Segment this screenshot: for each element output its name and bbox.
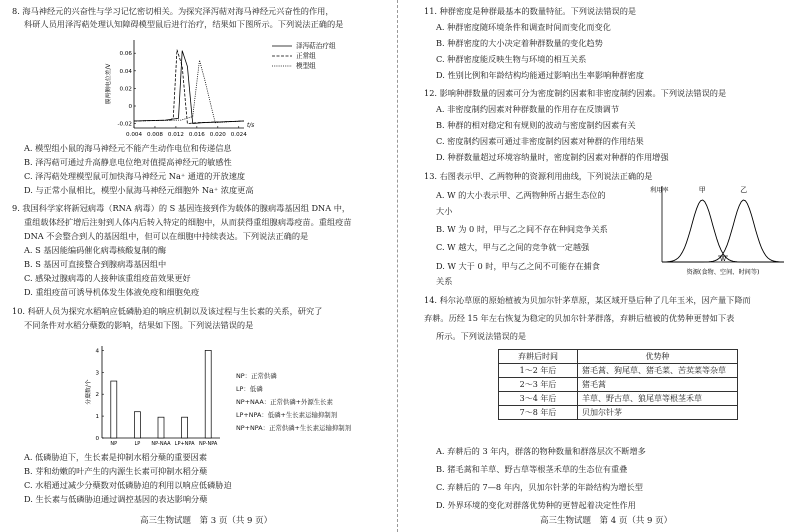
curve-1 [662, 200, 784, 262]
q13-option-d: D. W 大于 0 时，甲与乙之间不可能存在捕食 [436, 261, 600, 271]
legend-lp: LP：低磷 [236, 385, 263, 393]
y-tick-label: 1 [95, 414, 99, 421]
q8-action-potential-chart [102, 32, 382, 146]
q10-stem-line1: 10. 科研人员为探究水稻响应低磷胁迫的响应机制以及该过程与生长素的关系，研究了 [12, 306, 323, 316]
q10-option-a: A. 低磷胁迫下，生长素是抑制水稻分蘖的重要因素 [24, 452, 208, 462]
q13-option-b: B. W 为 0 时，甲与乙之间不存在种间竞争关系 [436, 224, 608, 234]
q8-option-b: B. 泽泻萜可通过升高静息电位绝对值提高神经元的敏感性 [24, 157, 232, 167]
legend-label-3: 模型组 [296, 62, 316, 70]
q9-option-b: B. S 基因可直接整合到腺病毒基因组中 [24, 259, 167, 269]
bar [134, 412, 140, 438]
y-tick-label: 0.06 [119, 51, 132, 58]
q9-stem-line1: 9. 我国科学家将新冠病毒（RNA 病毒）的 S 基因连接到作为载体的腺病毒基因组 DNA 中， [12, 203, 351, 213]
q9-option-a: A. S 基因能编码催化病毒核酸复制的酶 [24, 245, 167, 255]
q12-option-d: D. 种群数量超过环境容纳量时，密度制约因素对种群的作用增强 [436, 152, 669, 162]
table-row [499, 392, 738, 406]
q12-option-b: B. 种群的相对稳定和有规则的波动与密度制约因素有关 [436, 120, 636, 130]
x-tick-label: 0.020 [209, 132, 226, 138]
legend-lp-npa: LP+NPA：低磷+生长素运输抑制剂 [236, 411, 338, 419]
table-row [499, 364, 738, 378]
column-divider [397, 0, 399, 532]
bar [158, 417, 164, 438]
q13-option-a-cont: 大小 [436, 206, 453, 216]
curve-2 [662, 200, 784, 262]
x-tick-label: NP [110, 441, 118, 447]
table-cell: 2～3 年后 [499, 378, 578, 392]
page-footer-right: 高三生物试题 第 4 页（共 9 页） [540, 516, 673, 526]
curve-label-1: 甲 [698, 186, 706, 194]
q13-option-a: A. W 的大小表示甲、乙两物种所占据生态位的 [436, 190, 606, 200]
table-cell: 猪毛蒿、狗尾草、猪毛菜、苦荬菜等杂草 [578, 364, 738, 378]
q10-option-d: D. 生长素与低磷胁迫通过调控基因的表达影响分蘖 [24, 494, 208, 504]
x-tick-label: LP+NPA [174, 441, 195, 447]
y-tick-label: 0 [128, 104, 132, 110]
table-cell: 贝加尔针茅 [578, 406, 738, 420]
q10-option-b: B. 芽和幼嫩的叶产生的内源生长素可抑制水稻分蘖 [24, 466, 208, 476]
q11-stem: 11. 种群密度是种群最基本的数量特征。下列说法错误的是 [424, 6, 637, 16]
table-cell: 7～8 年后 [499, 406, 578, 420]
q8-stem-line2: 科研人员用泽泻萜处理认知障碍模型鼠后进行治疗，结果如下图所示。下列说法正确的是 [24, 19, 344, 29]
y-axis-label: 分蘖数/个 [86, 379, 92, 405]
q12-stem: 12. 影响种群数量的因素可分为密度制约因素和非密度制约因素。下列说法错误的是 [424, 88, 727, 98]
table-cell: 羊草、野古草、狼尾草等根茎禾草 [578, 392, 738, 406]
q8-option-a: A. 模型组小鼠的海马神经元不能产生动作电位和传递信息 [24, 143, 232, 153]
table-header-dominant: 优势种 [578, 350, 738, 364]
page-footer-left: 高三生物试题 第 3 页（共 9 页） [140, 516, 273, 526]
q13-resource-curve-chart [648, 180, 788, 284]
bar [182, 417, 188, 438]
x-axis-label: 资源(食物、空间、时间等) [686, 269, 760, 276]
y-axis-label: 利用率 [650, 187, 669, 194]
table-row [499, 406, 738, 420]
y-tick-label: 0 [95, 436, 99, 442]
curve-label-2: 乙 [740, 186, 748, 194]
q13-option-d-cont: 关系 [436, 276, 453, 286]
q10-stem-line2: 不同条件对水稻分蘖数的影响，结果如下图。下列说法错误的是 [24, 320, 254, 330]
legend-np: NP：正常供磷 [236, 372, 277, 380]
q11-option-d: D. 性别比例和年龄结构均能通过影响出生率影响种群密度 [436, 70, 644, 80]
x-tick-label: 0.004 [125, 132, 143, 138]
table-row [499, 378, 738, 392]
legend-label-2: 正常组 [296, 52, 316, 60]
q14-option-d: D. 外界环境的变化对群落优势种的更替起着决定性作用 [436, 500, 636, 510]
series-line-1 [134, 51, 244, 124]
q14-succession-table [498, 349, 738, 420]
table-cell: 猪毛蒿 [578, 378, 738, 392]
x-tick-label: 0.008 [146, 132, 163, 138]
q13-stem: 13. 右图表示甲、乙两物种的资源利用曲线，下列说法正确的是 [424, 171, 653, 181]
q14-option-b: B. 猪毛蒿和羊草、野古草等根茎禾草的生态位有重叠 [436, 464, 628, 474]
y-tick-label: 0.02 [119, 86, 132, 93]
bar [205, 350, 211, 438]
legend-label-1: 泽泻萜治疗组 [296, 42, 336, 50]
q9-option-c: C. 感染过腺病毒的人接种该重组疫苗效果更好 [24, 273, 191, 283]
legend-np-naa: NP+NAA：正常供磷+外源生长素 [236, 398, 333, 406]
y-tick-label: 3 [95, 370, 99, 377]
q12-option-a: A. 非密度制约因素对种群数量的作用存在反馈调节 [436, 104, 620, 114]
q14-stem-line1: 14. 科尔沁草原的原始植被为贝加尔针茅草原，某区域开垦后种了几年玉米，因产量下降而 [424, 295, 751, 305]
legend-np-npa: NP+NPA：正常供磷+生长素运输抑制剂 [236, 424, 352, 432]
series-line-3 [134, 60, 244, 122]
overlap-label: W [719, 256, 727, 263]
q8-stem-line1: 8. 海马神经元的兴奋性与学习记忆密切相关。为探究泽泻萜对海马神经元兴奋性的作用， [12, 6, 334, 16]
x-tick-label: 0.012 [167, 132, 184, 138]
q10-tiller-bar-chart [84, 338, 224, 454]
x-axis-label: t/s [247, 123, 255, 129]
x-tick-label: NP-NPA [199, 441, 218, 447]
q10-option-c: C. 水稻通过减少分蘖数对低磷胁迫的利用以响应低磷胁迫 [24, 480, 232, 490]
q13-option-c: C. W 越大，甲与乙之间的竞争就一定越强 [436, 242, 590, 252]
table-cell: 3～4 年后 [499, 392, 578, 406]
q10-legend [236, 370, 351, 435]
q14-option-a: A. 弃耕后的 3 年内，群落的物种数量和群落层次不断增多 [436, 446, 646, 456]
x-tick-label: 0.024 [230, 132, 247, 138]
x-tick-label: LP [134, 441, 141, 447]
x-tick-label: 0.016 [188, 132, 205, 138]
q12-option-c: C. 密度制约因素可通过非密度制约因素对种群的作用结果 [436, 136, 644, 146]
y-axis-label: 膜两侧电位差/V [106, 63, 112, 105]
y-tick-label: 4 [95, 348, 99, 355]
table-cell: 1～2 年后 [499, 364, 578, 378]
q14-stem-line2: 弃耕。历经 15 年左右恢复为稳定的贝加尔针茅群落，弃耕后植被的优势种更替如下表 [424, 313, 735, 323]
q9-option-d: D. 重组疫苗可诱导机体发生体液免疫和细胞免疫 [24, 287, 200, 297]
q11-option-a: A. 种群密度随环境条件和调查时间而变化而变化 [436, 22, 611, 32]
q11-option-c: C. 种群密度能反映生物与环境的相互关系 [436, 54, 587, 64]
q11-option-b: B. 种群密度的大小决定着种群数量的变化趋势 [436, 38, 603, 48]
q14-option-c: C. 弃耕后的 7—8 年内，贝加尔针茅的年龄结构为增长型 [436, 482, 643, 492]
q8-option-c: C. 泽泻萜处理模型鼠可加快海马神经元 Na⁺ 通道的开放速度 [24, 171, 246, 181]
q9-stem-line2: 重组载体经扩增后注射到人体内后转入特定的细胞中，从而获得重组腺病毒疫苗。重组疫苗 [24, 217, 352, 227]
x-tick-label: NP-NAA [151, 441, 171, 447]
y-tick-label: -0.02 [117, 121, 132, 128]
table-header-row [499, 350, 738, 364]
y-tick-label: 0.04 [119, 68, 132, 75]
q9-stem-line3: DNA 不会整合到人的基因组中，但可以在细胞中持续表达。下列说法正确的是 [24, 231, 309, 241]
q14-stem-line3: 所示。下列说法错误的是 [436, 331, 527, 341]
bar [111, 381, 117, 438]
y-tick-label: 2 [95, 392, 99, 399]
table-header-time: 弃耕后时间 [499, 350, 578, 364]
q8-option-d: D. 与正常小鼠相比，模型小鼠海马神经元细胞外 Na⁺ 浓度更高 [24, 185, 254, 195]
